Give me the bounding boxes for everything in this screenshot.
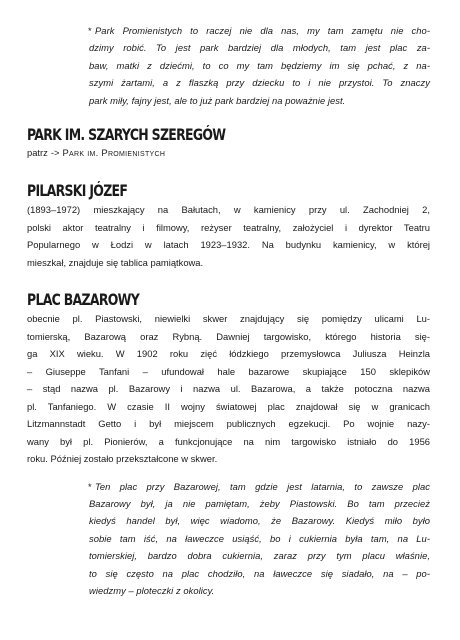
text-line: – stąd nazwa pl. Bazarowy i nazwa ul. Bazarowa, a także potoczna nazwa [27,383,430,395]
text-line: (1893–1972) mieszkający na Bałutach, w kamienicy przy ul. Zachodniej 2, [27,204,430,216]
quote-line: to się często na plac chodziło, na ławeczce się siadało, na – po- [89,567,430,579]
quote-plac-bazarowy [89,478,430,600]
footnote-asterisk: * [88,25,92,36]
quote-line: Park Promienistych to raczej nie dla nas, my tam zamętu nie cho- [95,25,430,36]
text-line: – Giuseppe Tanfani – ufundował hale bazarowe skupiające 150 sklepików [27,365,430,377]
entry-text-plac-bazarowy [27,310,430,468]
quote-line: szymi żartami, a z flaszką przy dziecku to i nie przystoi. To znaczy [89,77,430,89]
quote-line: kiedyś handel był, więc wiadomo, że Bazarowy. Kiedyś miło było [89,515,430,527]
text-line: polski aktor teatralny i filmowy, reżyser teatralny, założyciel i dyrektor Teatru [27,221,430,233]
quote-line: park miły, fajny jest, ale to już park bardziej na poważnie jest. [89,94,346,106]
quote-park-promienistych [89,22,430,109]
text-line: pl. Tanfaniego. W czasie II wojny światowej plac znajdował się w granicach [27,400,430,412]
text-line: roku. Później zostało przekształcone w skwer. [27,453,218,465]
footnote-asterisk: * [88,480,92,492]
entry-heading-plac-bazarowy: PLAC BAZAROWY [27,290,140,310]
see-label: patrz [27,147,48,159]
quote-line: Bazarowy był, ja nie pamiętam, żeby Piastowski. Bo tam przecież [89,497,430,509]
quote-line: sobie tam iść, na ławeczce usiąść, bo i cukiernia była tam, na Lu- [89,532,430,544]
quote-line: tomierskiej, bardzo dobra cukiernia, zaraz przy tym placu właśnie, [89,550,430,562]
text-line: tomierską, Bazarową oraz Rybną. Dawniej targowisko, którego historia się- [27,330,430,342]
quote-line: dzimy robić. To jest park bardziej dla młodych, tam jest plac za- [89,42,430,54]
quote-line: baw, matki z dziećmi, to co my tam będziemy im się pchać, z na- [89,59,430,71]
entry-heading-park-szarych-szeregow: PARK IM. SZARYCH SZEREGÓW [27,125,226,145]
arrow-icon: -> [50,147,60,159]
entry-text-pilarski [27,201,430,271]
text-line: Litzmannstadt Getto i był miejscem publicznych egzekucji. Po wojnie nazy- [27,418,430,430]
text-line: wany był pl. Pionierów, a funkcjonujące na nim targowisko istniało do 1956 [27,435,430,447]
quote-line: Ten plac przy Bazarowej, tam gdzie jest latarnia, to zawsze plac [95,480,430,492]
quote-line: wiedzmy – ploteczki z okolicy. [89,584,215,596]
text-line: Popularnego w Łodzi w latach 1923–1932. Na budynku kamienicy, w której [27,239,430,251]
entry-heading-pilarski-jozef: PILARSKI JÓZEF [27,181,128,201]
text-line: mieszkał, znajduje się tablica pamiątkowa. [27,256,204,268]
cross-reference-target: Park im. Promienistych [62,147,166,159]
text-line: ga XIX wieku. W 1902 roku zięć łódzkiego przemysłowca Juliusza Heinzla [27,348,430,360]
text-line: obecnie pl. Piastowski, niewielki skwer znajdujący się pomiędzy ulicami Lu- [27,313,430,325]
cross-reference [27,146,430,160]
